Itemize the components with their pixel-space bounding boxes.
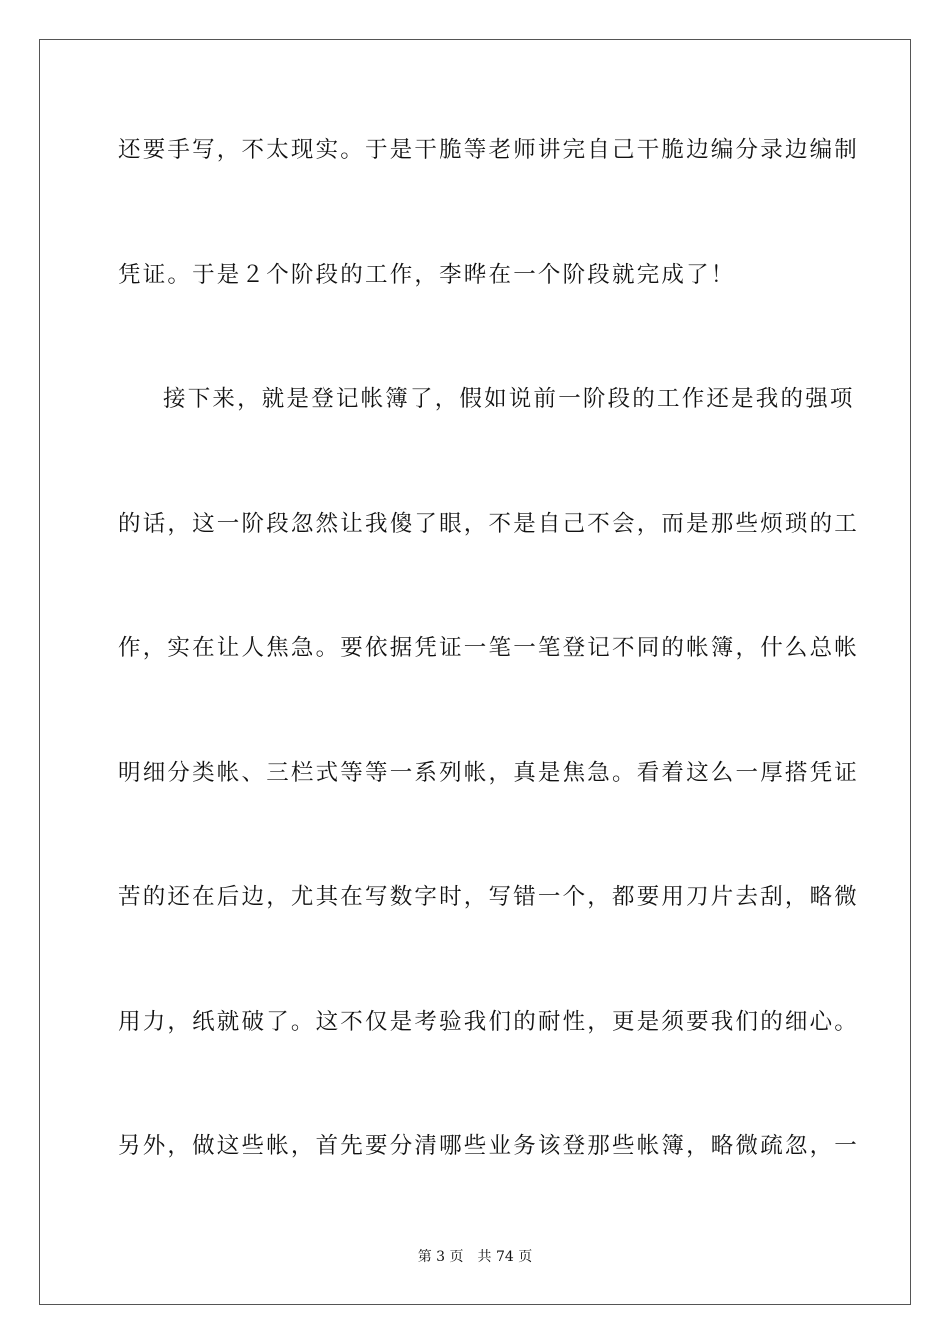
paragraph-line: 凭证。于是２个阶段的工作，李晔在一个阶段就完成了！ [118,262,736,288]
paragraph-line: 明细分类帐、三栏式等等一系列帐，真是焦急。看着这么一厚搭凭证 [118,760,860,786]
paragraph-line: 的话，这一阶段忽然让我傻了眼，不是自己不会，而是那些烦琐的工 [118,511,860,537]
paragraph-line: 另外，做这些帐，首先要分清哪些业务该登那些帐簿，略微疏忽，一 [118,1133,860,1159]
page-border [39,39,911,1305]
paragraph-line: 苦的还在后边，尤其在写数字时，写错一个，都要用刀片去刮，略微 [118,884,860,910]
paragraph-line: 接下来，就是登记帐簿了，假如说前一阶段的工作还是我的强项 [163,386,855,412]
paragraph-line: 作，实在让人焦急。要依据凭证一笔一笔登记不同的帐簿，什么总帐 [118,635,860,661]
page-number: 第 3 页 [417,1249,464,1265]
page-footer [0,1248,950,1266]
paragraph-line: 用力，纸就破了。这不仅是考验我们的耐性，更是须要我们的细心。 [118,1009,860,1035]
paragraph-line: 还要手写，不太现实。于是干脆等老师讲完自己干脆边编分录边编制 [118,137,860,163]
page-total: 共 74 页 [477,1249,533,1265]
